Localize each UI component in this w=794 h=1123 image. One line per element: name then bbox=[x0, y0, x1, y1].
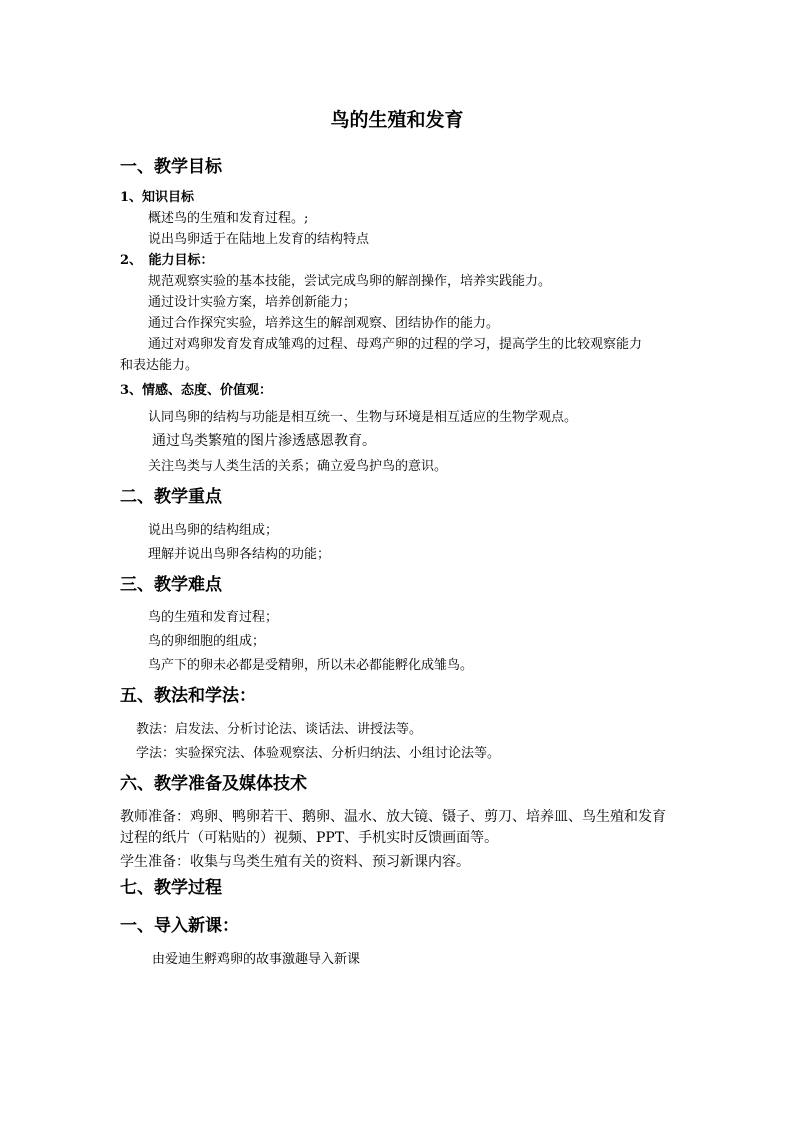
emotion-item: 关注鸟类与人类生活的关系；确立爱鸟护鸟的意识。 bbox=[148, 459, 448, 474]
teacher-preparation: 教师准备：鸡卵、鸭卵若干、鹅卵、温水、放大镜、镊子、剪刀、培养皿、鸟生殖和发育 bbox=[120, 809, 666, 825]
ability-item: 通过设计实验方案，培养创新能力； bbox=[148, 295, 357, 310]
subheading-ability: 2、 能力目标： bbox=[120, 253, 214, 268]
difficulty-item: 鸟的卵细胞的组成； bbox=[148, 634, 266, 649]
student-preparation: 学生准备：收集与鸟类生殖有关的资料、预习新课内容。 bbox=[120, 854, 470, 870]
section-heading-preparation: 六、教学准备及媒体技术 bbox=[120, 774, 307, 794]
ability-item: 通过合作探究实验，培养这生的解剖观察、团结协作的能力。 bbox=[148, 316, 500, 331]
section-heading-objectives: 一、教学目标 bbox=[120, 157, 222, 177]
teacher-preparation-continued: 过程的纸片（可粘贴的）视频、PPT、手机实时反馈画面等。 bbox=[120, 830, 499, 846]
difficulty-item: 鸟的生殖和发育过程； bbox=[148, 610, 279, 625]
method-item: 学法：实验探究法、体验观察法、分析归纳法、小组讨论法等。 bbox=[136, 746, 501, 761]
page-title: 鸟的生殖和发育 bbox=[330, 109, 464, 131]
ability-item: 规范观察实验的基本技能，尝试完成鸟卵的解剖操作，培养实践能力。 bbox=[148, 274, 552, 289]
subheading-knowledge: 1、知识目标 bbox=[120, 190, 195, 205]
intro-text: 由爱迪生孵鸡卵的故事激趣导入新课 bbox=[152, 952, 361, 967]
knowledge-item: 概述鸟的生殖和发育过程。; bbox=[148, 211, 309, 226]
knowledge-item: 说出鸟卵适于在陆地上发育的结构特点 bbox=[148, 232, 370, 247]
subsection-heading-intro: 一、导入新课： bbox=[120, 916, 239, 936]
difficulty-item: 鸟产下的卵未必都是受精卵，所以未必都能孵化成雏鸟。 bbox=[148, 658, 474, 673]
section-heading-process: 七、教学过程 bbox=[120, 878, 222, 898]
emotion-item: 通过鸟类繁殖的图片渗透感恩教育。 bbox=[152, 433, 376, 449]
key-point-item: 理解并说出鸟卵各结构的功能； bbox=[148, 547, 331, 562]
method-item: 教法：启发法、分析讨论法、谈话法、讲授法等。 bbox=[136, 722, 423, 737]
section-heading-methods: 五、教法和学法： bbox=[120, 686, 256, 706]
emotion-item: 认同鸟卵的结构与功能是相互统一、生物与环境是相互适应的生物学观点。 bbox=[148, 410, 578, 425]
subheading-emotion: 3、情感、态度、价值观： bbox=[120, 383, 273, 398]
section-heading-key-points: 二、教学重点 bbox=[120, 487, 222, 507]
section-heading-difficulties: 三、教学难点 bbox=[120, 575, 222, 595]
ability-item: 通过对鸡卵发育发育成雏鸡的过程、母鸡产卵的过程的学习，提高学生的比较观察能力 bbox=[148, 337, 643, 352]
key-point-item: 说出鸟卵的结构组成； bbox=[148, 523, 279, 538]
ability-item-continued: 和表达能力。 bbox=[120, 358, 199, 373]
